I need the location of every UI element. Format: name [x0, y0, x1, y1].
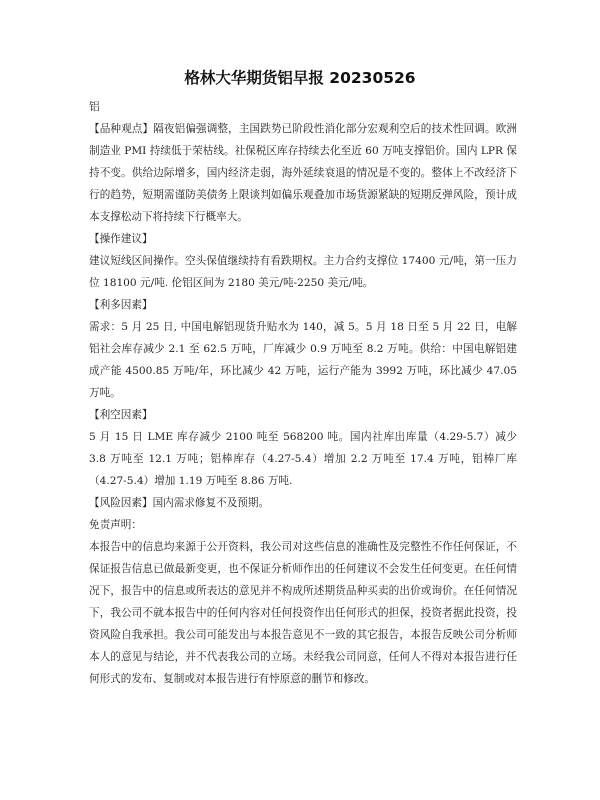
section-heading: 【风险因素】 [89, 497, 153, 509]
section-text: 5 月 15 日 LME 库存减少 2100 吨至 568200 吨。国内社库出库量（4.29-5.7）减少 3.8 万吨至 12.1 万吨；铝棒库存（4.27-5.4）增加 2.2 万吨至 17.4 万吨，铝棒厂库（4.27-5.4）增加 1.19 万吨至 8.86 万吨. [89, 431, 517, 487]
section-viewpoint [89, 118, 517, 228]
section-heading: 【利多因素】 [89, 299, 153, 311]
subject-label: 铝 [89, 101, 100, 113]
section-heading: 【操作建议】 [89, 233, 153, 245]
section-heading: 【品种观点】 [89, 123, 154, 135]
section-text: 国内需求修复不及预期。 [152, 497, 270, 509]
report-title: 格林大华期货铝早报 20230526 [184, 69, 416, 87]
section-text: 建议短线区间操作。空头保值继续持有看跌期权。主力合约支撑位 17400 元/吨，第一压力位 18100 元/吨. 伦铝区间为 2180 美元/吨-2250 美元/吨。 [89, 255, 517, 289]
disclaimer-heading: 免责声明： [89, 519, 142, 531]
section-risk [89, 492, 517, 514]
section-heading: 【利空因素】 [89, 409, 153, 421]
section-text: 隔夜铝偏强调整，主国跌势已阶段性消化部分宏观利空后的技术性回调。欧洲制造业 PMI 持续低于荣枯线。社保税区库存持续去化至近 60 万吨支撑铝价。国内 LPR 保持不变。供给边际增多，国内经济走弱，海外延续衰退的情况是不变的。整体上不改经济下行的趋势，短期需谨防美债务上限谈判如偏乐观叠加市场货源紧缺的短期反弹风险，预计成本支撑松动下将持续下行概率大。 [89, 123, 517, 223]
section-text: 需求：5 月 25 日, 中国电解铝现货升贴水为 140，减 5。5 月 18 日至 5 月 22 日，电解铝社会库存减少 2.1 至 62.5 万吨，厂库减少 0.9 万吨至 8.2 万吨。供给：中国电解铝建成产能 4500.85 万吨/年，环比减少 42 万吨，运行产能为 3992 万吨，环比减少 47.05 万吨。 [89, 321, 517, 399]
disclaimer-text: 本报告中的信息均来源于公开资料，我公司对这些信息的准确性及完整性不作任何保证，不保证报告信息已做最新变更，也不保证分析师作出的任何建议不会发生任何变更。在任何情况下，报告中的信息或所表达的意见并不构成所述期货品种买卖的出价或询价。在任何情况下，我公司不就本报告中的任何内容对任何投资作出任何形式的担保，投资者据此投资，投资风险自我承担。我公司可能发出与本报告意见不一致的其它报告，本报告反映公司分析师本人的意见与结论，并不代表我公司的立场。未经我公司同意，任何人不得对本报告进行任何形式的发布、复制或对本报告进行有悖原意的删节和修改。 [89, 541, 517, 685]
report-body [89, 96, 517, 690]
